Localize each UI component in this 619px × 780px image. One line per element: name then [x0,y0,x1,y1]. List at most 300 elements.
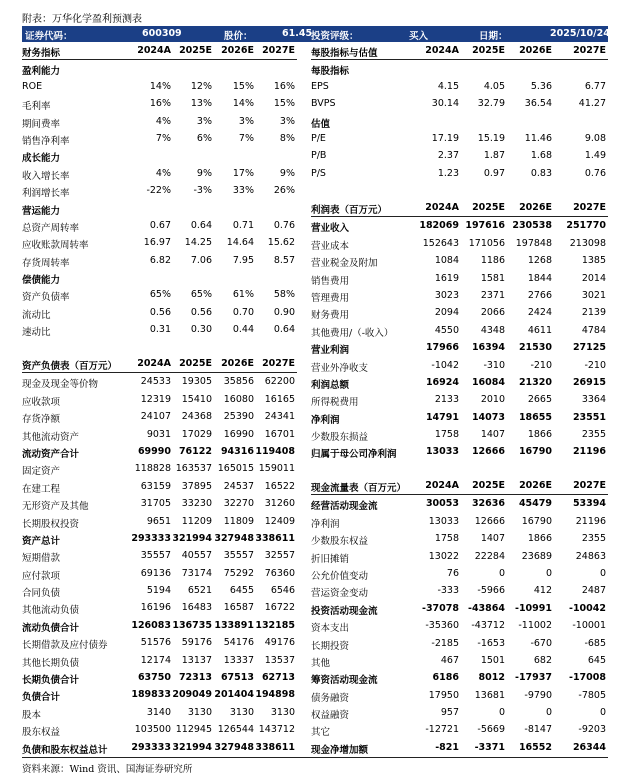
row-label: 其他长期负债 [22,657,80,669]
section-label: 估值 [311,118,331,130]
cell-value: 0.70 [232,306,254,318]
table-row [311,374,608,391]
year-header: 2026E [221,45,254,56]
cell-value: 103500 [134,724,171,736]
cell-value: 1407 [480,533,505,545]
cell-value: 13337 [223,654,254,666]
table-row [311,426,608,443]
cell-value: 16196 [140,602,171,614]
cell-value: 45479 [518,498,552,510]
cell-value: 26344 [572,741,606,753]
table-header-row [22,355,297,373]
cell-value: 201404 [214,689,254,701]
cell-value: 37895 [181,480,212,492]
cell-value: 11209 [181,515,212,527]
table-row [311,687,608,704]
row-label: 流动资产合计 [22,448,80,460]
cell-value: 30053 [425,498,459,510]
cell-value: 61% [232,289,254,301]
table-row [311,565,608,582]
cell-value: 7% [238,132,254,144]
table-row [22,182,297,199]
cell-value: 51576 [140,637,171,649]
year-header: 2025E [472,480,505,491]
cell-value: -310 [483,359,505,371]
cell-value: -333 [437,585,459,597]
cell-value: 16552 [518,741,552,753]
table-row [22,217,297,234]
cell-value: 13681 [474,689,505,701]
cell-value: 1844 [527,272,552,284]
cell-value: 112945 [175,724,212,736]
row-label: EPS [311,80,329,92]
cell-value: 12666 [474,515,505,527]
cell-value: 75292 [223,567,254,579]
cell-value: 16990 [223,428,254,440]
cell-value: 2487 [581,585,606,597]
cell-value: 32.79 [477,98,505,110]
cell-value: 1.49 [584,150,606,162]
cell-value: 17029 [181,428,212,440]
row-label: 经营活动现金流 [311,501,378,513]
cell-value: 76 [446,567,459,579]
table-row [22,304,297,321]
table-header-row [311,42,608,60]
per-share-valuation-table [311,42,608,182]
section-label-row [22,60,297,77]
table-row [22,252,297,269]
cell-value: 62200 [264,376,295,388]
table-row [22,95,297,112]
row-label: 投资活动现金流 [311,605,378,617]
cell-value: 63159 [140,480,171,492]
cell-value: 9031 [146,428,171,440]
year-header: 2027E [573,202,606,213]
table-header-row [311,199,608,217]
section-label: 营运能力 [22,205,61,217]
row-label: 负债合计 [22,692,61,704]
row-label: 营业外净收支 [311,362,369,374]
cell-value: 41.27 [578,98,606,110]
row-label: 筹资活动现金流 [311,675,378,687]
row-label: 长期负债合计 [22,675,80,687]
cell-value: 32270 [223,498,254,510]
table-row [311,322,608,339]
row-label: 在建工程 [22,483,61,495]
cell-value: 0.71 [232,219,254,231]
cell-value: -10991 [515,602,552,614]
cell-value: 293333 [131,532,171,544]
cell-value: 21196 [575,515,606,527]
cell-value: 1501 [480,654,505,666]
cell-value: 0.83 [530,167,552,179]
cell-value: 6546 [270,585,295,597]
cell-value: 11809 [223,515,254,527]
cell-value: 6% [196,132,212,144]
table-row [22,478,297,495]
table-row [22,739,297,756]
table-header-label: 资产负债表（百万元） [22,361,118,372]
cell-value: 0 [545,567,552,579]
cell-value: 17.19 [431,132,459,144]
cell-value: 9.08 [584,132,606,144]
cell-value: -670 [530,637,552,649]
date-value: 2025/10/24 [550,28,610,39]
cash-flow-table [311,477,608,756]
row-label: ROE [22,80,43,92]
rating-label: 投资评级： [311,31,359,42]
section-label: 盈利能力 [22,66,61,78]
cell-value: 327948 [214,741,254,753]
section-label-row [22,269,297,286]
cell-value: 0.67 [149,219,171,231]
table-row [311,548,608,565]
cell-value: 3% [238,115,254,127]
section-label-row [22,200,297,217]
table-row [22,721,297,738]
cell-value: 132185 [255,619,295,631]
cell-value: -7805 [578,689,606,701]
cell-value: 16084 [471,376,505,388]
cell-value: 9% [279,167,295,179]
table-row [311,600,608,617]
row-label: 归属于母公司净利润 [311,449,397,461]
cell-value: 13022 [428,550,459,562]
cell-value: -17937 [515,672,552,684]
table-row [311,721,608,738]
cell-value: 17966 [425,342,459,354]
cell-value: 2014 [581,272,606,284]
table-row [22,165,297,182]
cell-value: 15% [273,98,295,110]
cell-value: 12319 [140,393,171,405]
cell-value: 321994 [172,532,212,544]
cell-value: 0.30 [190,324,212,336]
table-row [22,130,297,147]
cell-value: 2.37 [437,150,459,162]
cell-value: 0.90 [273,306,295,318]
cell-value: 14.64 [226,237,254,249]
cell-value: 49176 [264,637,295,649]
table-row [311,652,608,669]
cell-value: 16483 [181,602,212,614]
cell-value: 13033 [428,515,459,527]
cell-value: 338611 [255,532,295,544]
row-label: 营业税金及附加 [311,258,378,270]
cell-value: 72313 [178,672,212,684]
row-label: 长期股权投资 [22,518,80,530]
row-label: 利润总额 [311,379,350,391]
cell-value: 27125 [572,342,606,354]
cell-value: 159011 [258,463,295,475]
table-row [22,113,297,130]
row-label: 管理费用 [311,292,350,304]
cell-value: 26% [273,185,295,197]
cell-value: 63750 [137,672,171,684]
row-label: 现金净增加额 [311,744,369,756]
cell-value: 11.46 [524,132,552,144]
table-row [311,391,608,408]
cell-value: 8.57 [273,254,295,266]
cell-value: 3140 [146,706,171,718]
cell-value: 32636 [471,498,505,510]
cell-value: 3130 [270,706,295,718]
cell-value: 24537 [223,480,254,492]
balance-sheet-table [22,355,297,756]
table-row [311,669,608,686]
cell-value: 293333 [131,741,171,753]
cell-value: 0.56 [149,306,171,318]
cell-value: 2010 [480,394,505,406]
section-label: 偿债能力 [22,275,61,287]
table-header-row [22,42,297,60]
cell-value: 0.64 [190,219,212,231]
cell-value: -37078 [422,602,459,614]
cell-value: 118828 [134,463,171,475]
table-row [311,530,608,547]
cell-value: 0 [498,707,505,719]
table-row [311,409,608,426]
row-label: 销售净利率 [22,135,70,147]
row-label: 应收账款周转率 [22,240,89,252]
cell-value: 1581 [480,272,505,284]
price-value: 61.45 [282,28,313,39]
bottom-rule [22,757,608,758]
row-label: 其他流动负债 [22,605,80,617]
cell-value: -3% [193,185,212,197]
cell-value: 5.36 [530,80,552,92]
cell-value: -10001 [572,620,606,632]
cell-value: 24368 [181,411,212,423]
cell-value: 0.31 [149,324,171,336]
cell-value: 6.77 [584,80,606,92]
table-row [22,495,297,512]
cell-value: 4784 [581,324,606,336]
cell-value: 338611 [255,741,295,753]
table-row [22,408,297,425]
row-label: 期间费率 [22,118,61,130]
table-row [311,287,608,304]
cell-value: 17950 [428,689,459,701]
cell-value: 0 [599,567,606,579]
cell-value: 18655 [518,411,552,423]
row-label: 净利润 [311,414,340,426]
section-label: 成长能力 [22,153,61,165]
row-label: 总资产周转率 [22,222,80,234]
cell-value: 16080 [223,393,254,405]
cell-value: 2665 [527,394,552,406]
cell-value: 16% [273,80,295,92]
cell-value: 65% [149,289,171,301]
row-label: 销售费用 [311,275,350,287]
cell-value: 4% [155,115,171,127]
year-header: 2026E [519,202,552,213]
row-label: 长期借款及应付债券 [22,640,108,652]
table-row [311,217,608,234]
row-label: 资产负债率 [22,292,70,304]
row-label: 短期借款 [22,553,61,565]
table-row [311,357,608,374]
row-label: 折旧摊销 [311,553,350,565]
cell-value: 21196 [572,446,606,458]
row-label: 营业利润 [311,345,350,357]
cell-value: 4.15 [437,80,459,92]
row-label: 现金及现金等价物 [22,379,99,391]
cell-value: 0.97 [483,167,505,179]
row-label: 固定资产 [22,466,61,478]
cell-value: 6455 [229,585,254,597]
cell-value: 16790 [521,515,552,527]
cell-value: 14% [232,98,254,110]
cell-value: 327948 [214,532,254,544]
table-row [22,443,297,460]
row-label: 所得税费用 [311,397,359,409]
cell-value: 14.25 [184,237,212,249]
cell-value: -1653 [477,637,505,649]
cell-value: 16701 [264,428,295,440]
year-header: 2025E [472,45,505,56]
table-row [22,547,297,564]
cell-value: 14% [149,80,171,92]
cell-value: -12721 [425,724,459,736]
row-label: 净利润 [311,518,340,530]
table-row [22,513,297,530]
stock-code-label: 证券代码： [25,31,73,42]
cell-value: 35856 [223,376,254,388]
cell-value: 16722 [264,602,295,614]
cell-value: -22% [146,185,171,197]
year-header: 2027E [262,45,295,56]
year-header: 2025E [472,202,505,213]
cell-value: 2094 [434,307,459,319]
cell-value: 69136 [140,567,171,579]
cell-value: 2355 [581,429,606,441]
section-label-row [311,60,608,77]
cell-value: 126544 [217,724,254,736]
cell-value: 0 [545,707,552,719]
cell-value: 2139 [581,307,606,319]
cell-value: 16587 [223,602,254,614]
cell-value: 67513 [220,672,254,684]
cell-value: 17% [232,167,254,179]
cell-value: 0.64 [273,324,295,336]
cell-value: -43864 [468,602,505,614]
cell-value: -9790 [524,689,552,701]
cell-value: 133891 [214,619,254,631]
table-row [22,530,297,547]
cell-value: 1268 [527,255,552,267]
financial-ratios-table [22,42,297,339]
cell-value: 33230 [181,498,212,510]
cell-value: -5966 [477,585,505,597]
year-header: 2027E [262,358,295,369]
cell-value: 9% [196,167,212,179]
cell-value: -210 [584,359,606,371]
row-label: 长期投资 [311,640,350,652]
table-row [311,635,608,652]
cell-value: 3% [196,115,212,127]
row-label: 流动负债合计 [22,622,80,634]
row-label: 其他费用/（-收入） [311,327,394,339]
cell-value: 165015 [217,463,254,475]
section-label-row [311,113,608,130]
row-label: 债务融资 [311,692,350,704]
cell-value: 15.62 [267,237,295,249]
data-source: 资料来源：Wind 资讯、国海证券研究所 [22,764,193,775]
cell-value: 2766 [527,289,552,301]
row-label: P/B [311,150,327,162]
cell-value: 171056 [468,237,505,249]
cell-value: 15410 [181,393,212,405]
cell-value: 682 [533,654,552,666]
cell-value: 4.05 [483,80,505,92]
cell-value: 1619 [434,272,459,284]
cell-value: 24533 [140,376,171,388]
cell-value: 7.06 [190,254,212,266]
stock-code-value: 600309 [142,28,182,39]
table-row [311,235,608,252]
cell-value: 24863 [575,550,606,562]
table-row [22,321,297,338]
cell-value: 33% [232,185,254,197]
cell-value: 197616 [465,220,505,232]
row-label: 利润增长率 [22,188,70,200]
cell-value: 76360 [264,567,295,579]
row-label: 流动比 [22,309,51,321]
row-label: 营业成本 [311,240,350,252]
cell-value: 209049 [172,689,212,701]
row-label: 公允价值变动 [311,570,369,582]
cell-value: 0.76 [273,219,295,231]
cell-value: 1.87 [483,150,505,162]
cell-value: -1042 [431,359,459,371]
cell-value: 1866 [527,533,552,545]
row-label: 资产总计 [22,535,61,547]
row-label: 财务费用 [311,310,350,322]
cell-value: 16165 [264,393,295,405]
cell-value: -210 [530,359,552,371]
table-header-label: 利润表（百万元） [311,205,388,216]
cell-value: 230538 [512,220,552,232]
cell-value: 22284 [474,550,505,562]
table-row [311,704,608,721]
table-row [22,686,297,703]
table-row [311,339,608,356]
cell-value: 189833 [131,689,171,701]
cell-value: 2424 [527,307,552,319]
table-row [311,739,608,756]
table-row [22,599,297,616]
cell-value: 7.95 [232,254,254,266]
cell-value: 3021 [581,289,606,301]
cell-value: 1.23 [437,167,459,179]
cell-value: 25390 [223,411,254,423]
cell-value: 126083 [131,619,171,631]
cell-value: 23551 [572,411,606,423]
row-label: 应付款项 [22,570,61,582]
cell-value: 2355 [581,533,606,545]
cell-value: 213098 [569,237,606,249]
table-row [311,95,608,112]
cell-value: 467 [440,654,459,666]
year-header: 2027E [573,45,606,56]
row-label: 其他 [311,657,331,669]
cell-value: 30.14 [431,98,459,110]
cell-value: 2371 [480,289,505,301]
cell-value: -685 [584,637,606,649]
cell-value: -2185 [431,637,459,649]
cell-value: 9651 [146,515,171,527]
